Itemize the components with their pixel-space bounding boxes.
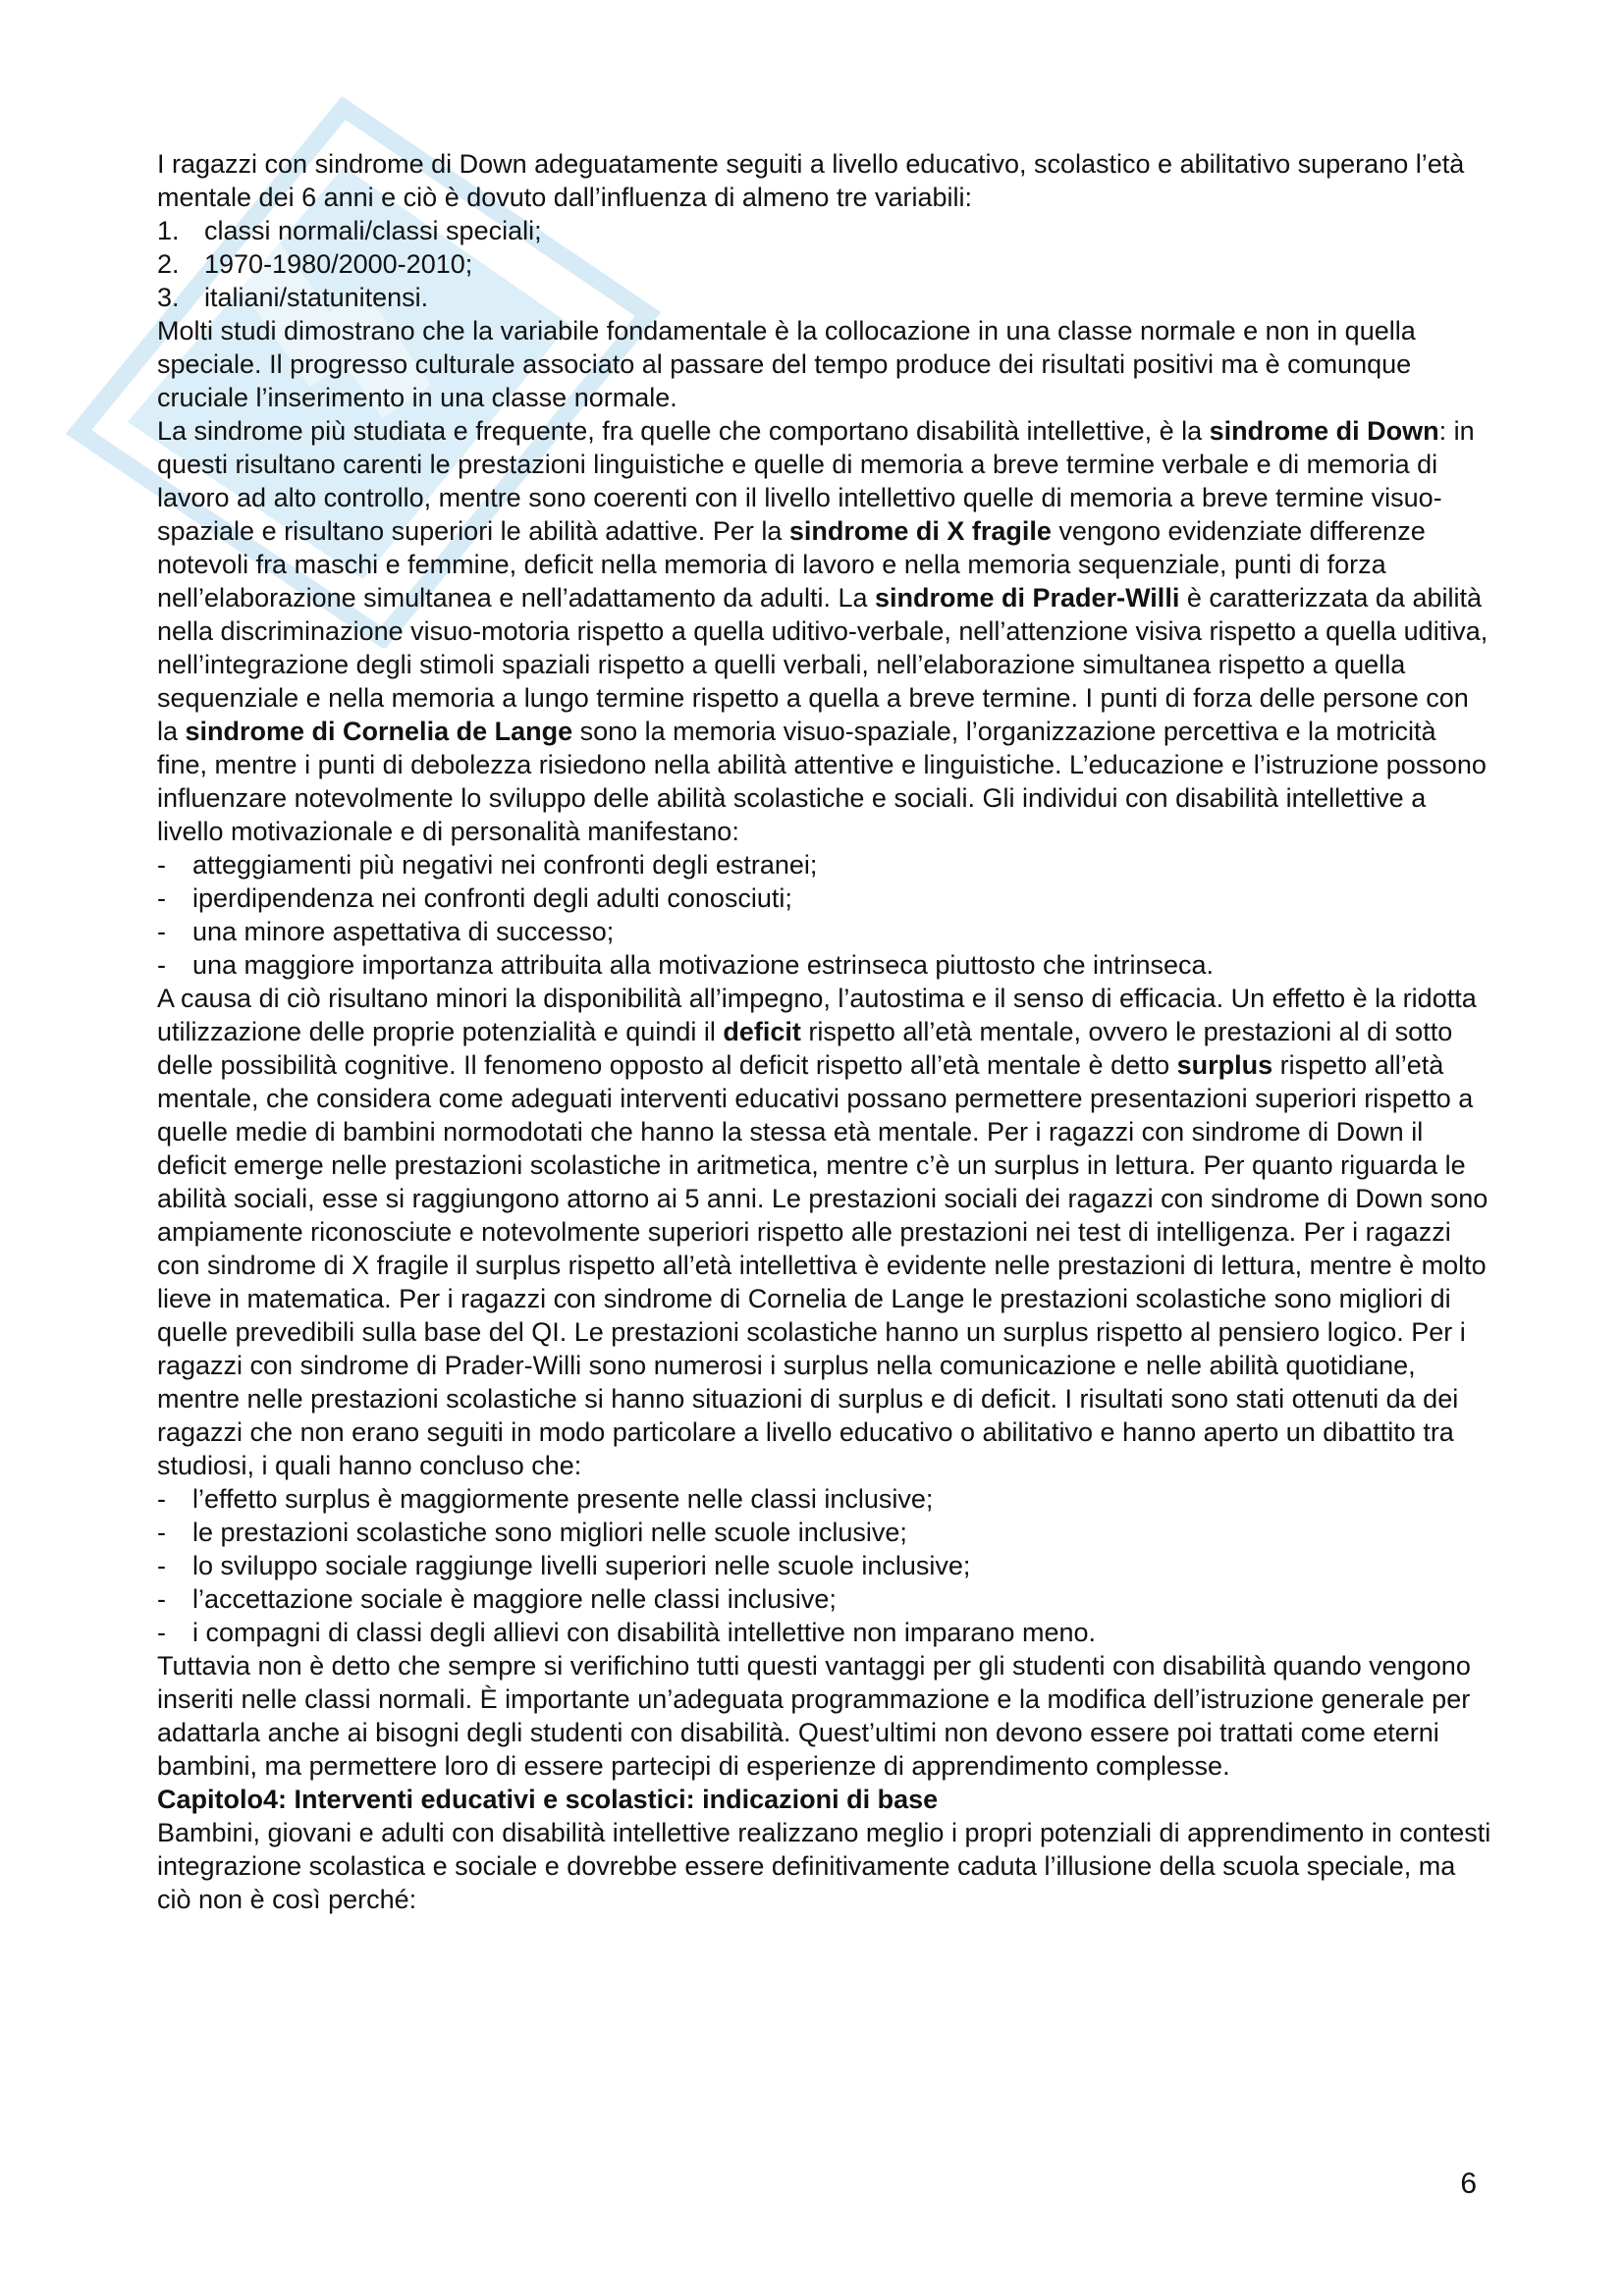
chapter-heading: Capitolo4: Interventi educativi e scolastici: indicazioni di base <box>157 1785 939 1814</box>
list-item: - una maggiore importanza attribuita alla motivazione estrinseca piuttosto che intrinseca. <box>157 950 1215 980</box>
term-surplus: surplus <box>1176 1050 1273 1080</box>
list-item: - iperdipendenza nei confronti degli adulti conosciuti; <box>157 883 792 913</box>
chapter-paragraph: Bambini, giovani e adulti con disabilità intellettive realizzano meglio i propri potenziali di apprendimento in contesti integrazione scolastica e sociale e dovrebbe essere definitivamente caduta l’illusione della scuola speciale, ma ciò non è così perché: <box>157 1818 1491 1914</box>
closing-paragraph: Tuttavia non è detto che sempre si verifichino tutti questi vantaggi per gli studenti con disabilità quando vengono inseriti nelle classi normali. È importante un’adeguata programmazione e la modifica dell’istruzione generale per adattarla anche ai bisogni degli studenti con disabilità. Quest’ultimi non devono essere poi trattati come eterni bambini, ma permettere loro di essere partecipi di esperienze di apprendimento complesse. <box>157 1651 1471 1781</box>
intro-paragraph: I ragazzi con sindrome di Down adeguatamente seguiti a livello educativo, scolastico e abilitativo superano l’età mentale dei 6 anni e ciò è dovuto dall’influenza di almeno tre variabili: <box>157 149 1465 212</box>
list-item: - l’accettazione sociale è maggiore nelle classi inclusive; <box>157 1584 837 1614</box>
list-item: - l’effetto surplus è maggiormente presente nelle classi inclusive; <box>157 1484 934 1514</box>
term-deficit: deficit <box>723 1017 801 1046</box>
term-prader: sindrome di Prader-Willi <box>875 583 1180 613</box>
list-item: - atteggiamenti più negativi nei confronti degli estranei; <box>157 850 818 880</box>
list-item: - lo sviluppo sociale raggiunge livelli superiori nelle scuole inclusive; <box>157 1551 971 1580</box>
studies-paragraph: Molti studi dimostrano che la variabile fondamentale è la collocazione in una classe normale e non in quella speciale. Il progresso culturale associato al passare del tempo produce dei risultati positivi ma è comunque cruciale l’inserimento in una classe normale. <box>157 316 1416 412</box>
document-body <box>157 147 1492 1916</box>
variables-list <box>157 214 1492 314</box>
list-item: - le prestazioni scolastiche sono migliori nelle scuole inclusive; <box>157 1518 907 1547</box>
deficit-paragraph: A causa di ciò risultano minori la disponibilità all’impegno, l’autostima e il senso di efficacia. Un effetto è la ridotta utilizzazione delle proprie potenzialità e quindi il deficit rispetto all’età mentale, ovvero le prestazioni al di sotto delle possibilità cognitive. Il fenomeno opposto al deficit rispetto all’età mentale è detto surplus rispetto all’età mentale, che considera come adeguati interventi educativi possano permettere presentazioni superiori rispetto a quelle medie di bambini normodotati che hanno la stessa età mentale. Per i ragazzi con sindrome di Down il deficit emerge nelle prestazioni scolastiche in aritmetica, mentre c’è un surplus in lettura. Per quanto riguarda le abilità sociali, esse si raggiungono attorno ai 5 anni. Le prestazioni sociali dei ragazzi con sindrome di Down sono ampiamente riconosciute e notevolmente superiori rispetto alle prestazioni nei test di intelligenza. Per i ragazzi con sindrome di X fragile il surplus rispetto all’età intellettiva è evidente nelle prestazioni di lettura, mentre è molto lieve in matematica. Per i ragazzi con sindrome di Cornelia de Lange le prestazioni scolastiche sono migliori di quelle prevedibili sulla base del QI. Le prestazioni scolastiche hanno un surplus rispetto al pensiero logico. Per i ragazzi con sindrome di Prader-Willi sono numerosi i surplus nella comunicazione e nelle abilità quotidiane, mentre nelle prestazioni scolastiche si hanno situazioni di surplus e di deficit. I risultati sono stati ottenuti da dei ragazzi che non erano seguiti in modo particolare a livello educativo o abilitativo e hanno aperto un dibattito tra studiosi, i quali hanno concluso che: <box>157 984 1489 1480</box>
conclusions-list <box>157 1482 1492 1649</box>
list-item: - una minore aspettativa di successo; <box>157 917 615 946</box>
list-item: 1. classi normali/classi speciali; <box>157 216 542 245</box>
list-item: 3. italiani/statunitensi. <box>157 283 429 312</box>
page-number: 6 <box>1460 2167 1477 2200</box>
list-item: - i compagni di classi degli allievi con disabilità intellettive non imparano meno. <box>157 1618 1096 1647</box>
traits-list <box>157 848 1492 982</box>
list-item: 2. 1970-1980/2000-2010; <box>157 249 473 279</box>
syndromes-paragraph: La sindrome più studiata e frequente, fra quelle che comportano disabilità intellettive, è la sindrome di Down: in questi risultano carenti le prestazioni linguistiche e quelle di memoria a breve termine verbale e di memoria di lavoro ad alto controllo, mentre sono coerenti con il livello intellettivo quelle di memoria a breve termine visuo-spaziale e risultano superiori le abilità adattive. Per la sindrome di X fragile vengono evidenziate differenze notevoli fra maschi e femmine, deficit nella memoria di lavoro e nella memoria sequenziale, punti di forza nell’elaborazione simultanea e nell’adattamento da adulti. La sindrome di Prader-Willi è caratterizzata da abilità nella discriminazione visuo-motoria rispetto a quella uditivo-verbale, nell’attenzione visiva rispetto a quella uditiva, nell’integrazione degli stimoli spaziali rispetto a quelli verbali, nell’elaborazione simultanea rispetto a quella sequenziale e nella memoria a lungo termine rispetto a quella a breve termine. I punti di forza delle persone con la sindrome di Cornelia de Lange sono la memoria visuo-spaziale, l’organizzazione percettiva e la motricità fine, mentre i punti di debolezza risiedono nella abilità attentive e linguistiche. L’educazione e l’istruzione possono influenzare notevolmente lo sviluppo delle abilità scolastiche e sociali. Gli individui con disabilità intellettive a livello motivazionale e di personalità manifestano: <box>157 416 1489 846</box>
term-down: sindrome di Down <box>1209 416 1439 446</box>
term-xfragile: sindrome di X fragile <box>788 516 1052 546</box>
term-cornelia: sindrome di Cornelia de Lange <box>185 717 573 746</box>
